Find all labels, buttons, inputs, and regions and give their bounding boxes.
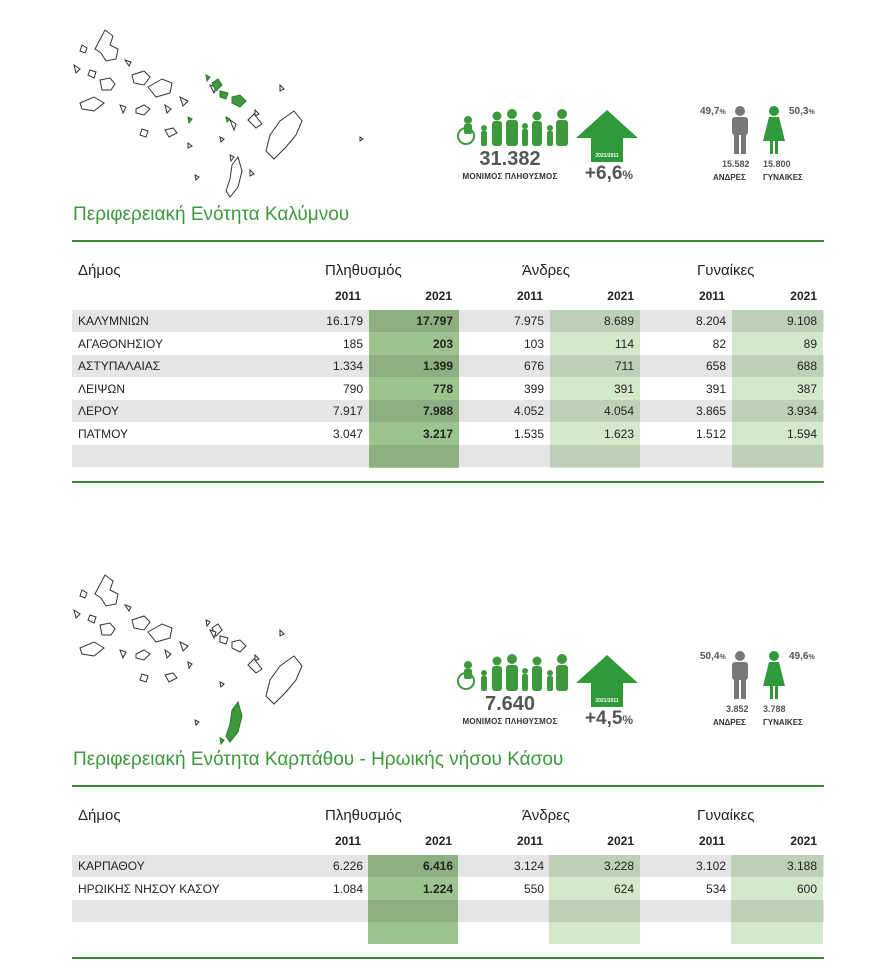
growth-rate: +4,5% <box>584 708 634 729</box>
table-row <box>72 378 824 400</box>
men-count: 15.582 <box>722 159 750 169</box>
value-cell: 688 <box>796 359 817 373</box>
municipality-name: ΛΕΙΨΩΝ <box>78 381 126 396</box>
women-count: 15.800 <box>763 159 791 169</box>
table-row-empty <box>72 923 824 945</box>
women-percentage: 49,6% <box>789 651 815 662</box>
year-label: 2021 <box>607 289 634 303</box>
top-rule <box>72 785 824 787</box>
table-row <box>72 400 824 422</box>
value-cell: 1.399 <box>422 359 453 373</box>
municipality-name: ΛΕΡΟΥ <box>78 404 119 418</box>
value-cell: 8.689 <box>603 314 634 328</box>
value-cell: 399 <box>523 381 544 396</box>
women-count: 3.788 <box>763 704 786 714</box>
year-label: 2011 <box>516 289 543 303</box>
value-cell: 7.917 <box>332 404 363 418</box>
header-municipality: Δήμος <box>78 262 121 279</box>
men-label: ΑΝΔΡΕΣ <box>713 173 746 182</box>
value-cell: 8.204 <box>695 314 726 328</box>
population-total: 31.382 <box>479 148 541 170</box>
header-women: Γυναίκες <box>697 807 755 824</box>
value-cell: 550 <box>523 881 544 896</box>
municipality-name: ΗΡΩΙΚΗΣ ΝΗΣΟΥ ΚΑΣΟΥ <box>78 881 220 896</box>
family-icon <box>456 653 576 693</box>
value-cell: 17.797 <box>416 314 453 328</box>
value-cell: 114 <box>614 336 634 351</box>
women-label: ΓΥΝΑΙΚΕΣ <box>763 718 803 727</box>
header-population: Πληθυσμός <box>325 262 402 279</box>
value-cell: 1.334 <box>332 359 363 373</box>
arrow-caption: 2021/2011 <box>595 698 619 704</box>
municipality-name: ΠΑΤΜΟΥ <box>78 426 129 441</box>
municipality-name: ΑΣΤΥΠΑΛΑΙΑΣ <box>78 359 161 373</box>
value-cell: 16.179 <box>326 314 363 328</box>
growth-arrow-icon <box>576 655 638 707</box>
value-cell: 1.224 <box>422 881 453 896</box>
value-cell: 711 <box>614 359 634 373</box>
year-label: 2021 <box>607 834 634 848</box>
year-label: 2011 <box>334 289 361 303</box>
value-cell: 3.102 <box>695 859 726 873</box>
value-cell: 6.226 <box>332 859 363 873</box>
dodecanese-map-icon <box>70 570 370 750</box>
value-cell: 391 <box>705 381 726 396</box>
value-cell: 1.512 <box>695 426 726 441</box>
value-cell: 624 <box>613 881 634 896</box>
value-cell: 790 <box>342 381 363 396</box>
value-cell: 3.217 <box>422 426 453 441</box>
value-cell: 203 <box>432 336 453 351</box>
men-count: 3.852 <box>726 704 749 714</box>
table-row <box>72 855 824 877</box>
growth-arrow-icon <box>576 110 638 162</box>
population-total: 7.640 <box>484 693 536 715</box>
year-label: 2011 <box>516 834 543 848</box>
year-label: 2021 <box>790 834 817 848</box>
woman-icon <box>762 106 786 154</box>
table-row <box>72 878 824 900</box>
value-cell: 4.054 <box>603 404 634 418</box>
value-cell: 6.416 <box>422 859 453 873</box>
value-cell: 7.975 <box>513 314 544 328</box>
value-cell: 9.108 <box>786 314 817 328</box>
municipality-name: ΚΑΡΠΑΘΟΥ <box>78 859 145 873</box>
table-row <box>72 423 824 445</box>
value-cell: 3.228 <box>603 859 634 873</box>
value-cell: 185 <box>342 336 363 351</box>
value-cell: 1.623 <box>603 426 634 441</box>
value-cell: 82 <box>712 336 726 351</box>
value-cell: 658 <box>705 359 726 373</box>
population-caption: ΜΟΝΙΜΟΣ ΠΛΗΘΥΣΜΟΣ <box>462 172 558 181</box>
year-label: 2011 <box>698 289 725 303</box>
value-cell: 3.865 <box>695 404 726 418</box>
section-title: Περιφερειακή Ενότητα Καρπάθου - Ηρωικής νήσου Κάσου <box>73 749 564 770</box>
year-label: 2011 <box>334 834 361 848</box>
year-label: 2021 <box>790 289 817 303</box>
men-label: ΑΝΔΡΕΣ <box>713 718 746 727</box>
women-percentage: 50,3% <box>789 106 815 117</box>
value-cell: 1.084 <box>332 881 363 896</box>
value-cell: 7.988 <box>422 404 453 418</box>
population-table <box>72 250 824 482</box>
table-row <box>72 333 824 355</box>
family-icon <box>456 108 576 148</box>
municipality-name: ΚΑΛΥΜΝΙΩΝ <box>78 314 149 328</box>
value-cell: 534 <box>705 881 726 896</box>
value-cell: 1.594 <box>786 426 817 441</box>
section-title: Περιφερειακή Ενότητα Καλύμνου <box>73 204 350 225</box>
table-row <box>72 310 824 332</box>
value-cell: 676 <box>523 359 544 373</box>
value-cell: 103 <box>523 336 544 351</box>
year-label: 2011 <box>698 834 725 848</box>
women-label: ΓΥΝΑΙΚΕΣ <box>763 173 803 182</box>
header-women: Γυναίκες <box>697 262 755 279</box>
man-icon <box>728 651 752 699</box>
value-cell: 778 <box>432 381 453 396</box>
value-cell: 391 <box>613 381 634 396</box>
year-label: 2021 <box>425 289 452 303</box>
men-percentage: 49,7% <box>700 106 726 117</box>
header-population: Πληθυσμός <box>325 807 402 824</box>
top-rule <box>72 240 824 242</box>
header-men: Άνδρες <box>522 807 571 824</box>
growth-rate: +6,6% <box>584 163 634 184</box>
value-cell: 3.188 <box>786 859 817 873</box>
header-municipality: Δήμος <box>78 807 121 824</box>
population-caption: ΜΟΝΙΜΟΣ ΠΛΗΘΥΣΜΟΣ <box>462 717 558 726</box>
table-row-empty <box>72 900 824 922</box>
value-cell: 4.052 <box>513 404 544 418</box>
men-percentage: 50,4% <box>700 651 726 662</box>
arrow-caption: 2021/2011 <box>595 153 619 159</box>
population-table <box>72 795 824 955</box>
header-men: Άνδρες <box>522 262 571 279</box>
dodecanese-map-icon <box>70 25 370 205</box>
table-row-empty <box>72 445 824 467</box>
value-cell: 3.124 <box>513 859 544 873</box>
woman-icon <box>762 651 786 699</box>
bottom-rule <box>72 481 824 483</box>
value-cell: 3.047 <box>332 426 363 441</box>
value-cell: 3.934 <box>786 404 817 418</box>
bottom-rule <box>72 957 824 959</box>
value-cell: 387 <box>796 381 817 396</box>
man-icon <box>728 106 752 154</box>
value-cell: 1.535 <box>513 426 544 441</box>
year-label: 2021 <box>425 834 452 848</box>
table-row <box>72 355 824 377</box>
municipality-name: ΑΓΑΘΟΝΗΣΙΟΥ <box>78 336 163 351</box>
value-cell: 89 <box>803 336 817 351</box>
value-cell: 600 <box>796 881 817 896</box>
section-karpathos <box>0 545 875 977</box>
